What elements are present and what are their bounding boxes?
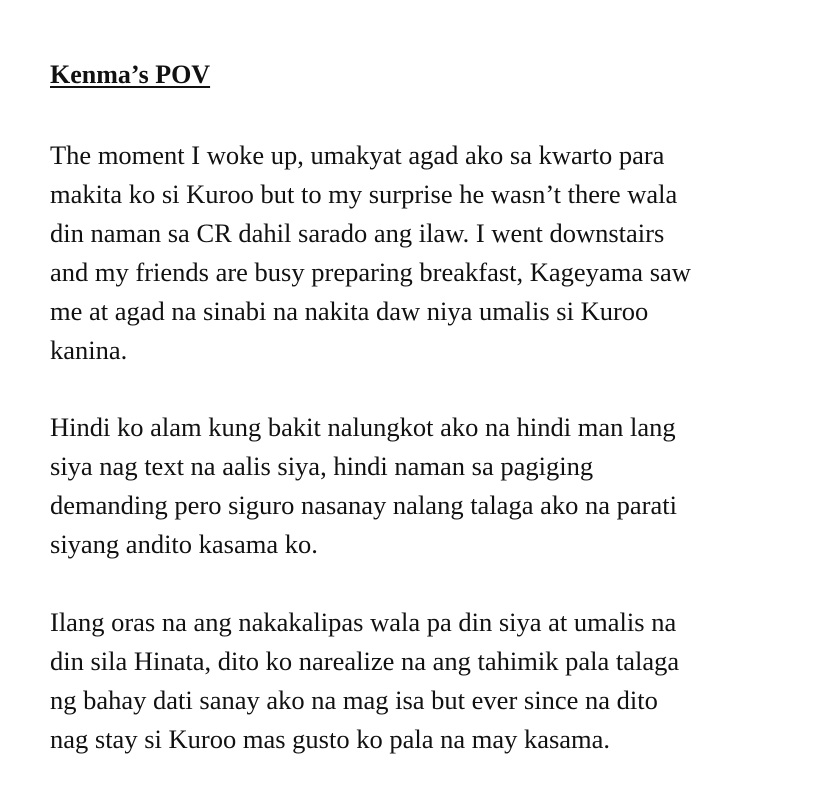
text-line: din naman sa CR dahil sarado ang ilaw. I went downstairs — [50, 218, 665, 248]
paragraph-2 — [50, 408, 677, 564]
text-line: Hindi ko alam kung bakit nalungkot ako na hindi man lang — [50, 412, 676, 442]
paragraph-3 — [50, 603, 679, 759]
paragraph-1 — [50, 136, 691, 370]
text-line: kanina. — [50, 335, 128, 365]
text-line: Ilang oras na ang nakakalipas wala pa din siya at umalis na — [50, 607, 677, 637]
text-line: me at agad na sinabi na nakita daw niya umalis si Kuroo — [50, 296, 649, 326]
text-line: The moment I woke up, umakyat agad ako sa kwarto para — [50, 140, 665, 170]
text-line: and my friends are busy preparing breakfast, Kageyama saw — [50, 257, 691, 287]
text-line: siya nag text na aalis siya, hindi naman sa pagiging — [50, 451, 594, 481]
text-line: siyang andito kasama ko. — [50, 529, 318, 559]
text-line: makita ko si Kuroo but to my surprise he wasn’t there wala — [50, 179, 678, 209]
text-line: nag stay si Kuroo mas gusto ko pala na may kasama. — [50, 724, 611, 754]
text-line: din sila Hinata, dito ko narealize na ang tahimik pala talaga — [50, 646, 680, 676]
section-heading: Kenma’s POV — [50, 60, 211, 89]
text-line: demanding pero siguro nasanay nalang talaga ako na parati — [50, 490, 677, 520]
text-line: ng bahay dati sanay ako na mag isa but ever since na dito — [50, 685, 658, 715]
